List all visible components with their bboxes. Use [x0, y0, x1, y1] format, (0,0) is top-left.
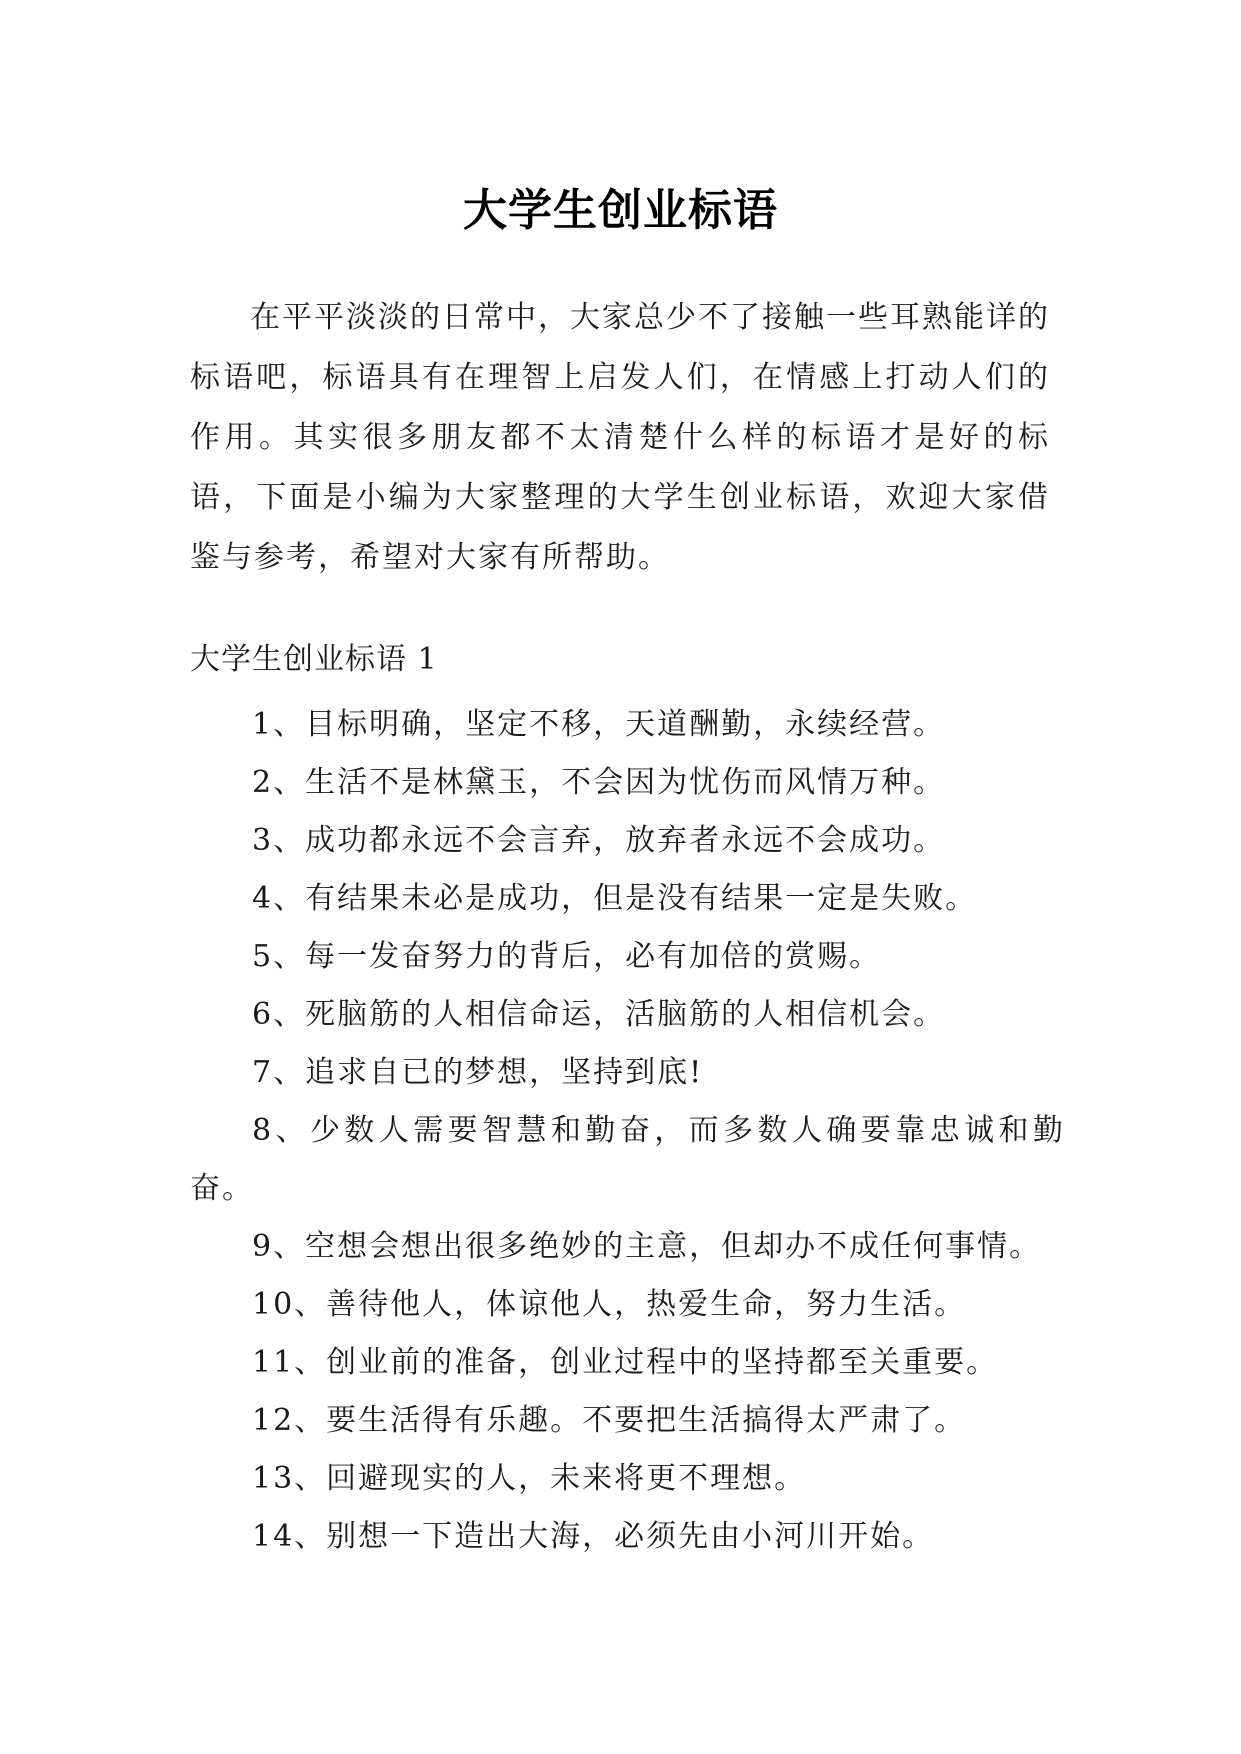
slogan-item: 8、少数人需要智慧和勤奋，而多数人确要靠忠诚和勤奋。: [190, 1113, 1065, 1206]
slogan-list: [190, 696, 1065, 1566]
page-title: 大学生创业标语: [463, 185, 778, 237]
slogan-item: 5、每一发奋努力的背后，必有加倍的赏赐。: [252, 939, 882, 974]
intro-paragraph: 在平平淡淡的日常中，大家总少不了接触一些耳熟能详的标语吧，标语具有在理智上启发人们，在情感上打动人们的作用。其实很多朋友都不太清楚什么样的标语才是好的标语，下面是小编为大家整理的大学生创业标语，欢迎大家借鉴与参考，希望对大家有所帮助。: [190, 300, 1050, 575]
slogan-item: 3、成功都永远不会言弃，放弃者永远不会成功。: [252, 823, 946, 858]
slogan-item: 12、要生活得有乐趣。不要把生活搞得太严肃了。: [252, 1403, 967, 1438]
slogan-item: 10、善待他人，体谅他人，热爱生命，努力生活。: [252, 1287, 967, 1322]
slogan-item: 11、创业前的准备，创业过程中的坚持都至关重要。: [252, 1345, 999, 1380]
slogan-item: 6、死脑筋的人相信命运，活脑筋的人相信机会。: [252, 997, 946, 1032]
slogan-item: 4、有结果未必是成功，但是没有结果一定是失败。: [252, 881, 978, 916]
slogan-item: 9、空想会想出很多绝妙的主意，但却办不成任何事情。: [252, 1229, 1042, 1264]
slogan-item: 2、生活不是林黛玉，不会因为忧伤而风情万种。: [252, 765, 946, 800]
section-heading: 大学生创业标语 1: [190, 642, 438, 677]
slogan-item: 14、别想一下造出大海，必须先由小河川开始。: [252, 1519, 935, 1554]
slogan-item: 7、追求自已的梦想，坚持到底!: [252, 1055, 704, 1090]
slogan-item: 13、回避现实的人，未来将更不理想。: [252, 1461, 807, 1496]
slogan-item: 1、目标明确，坚定不移，天道酬勤，永续经营。: [252, 707, 946, 742]
